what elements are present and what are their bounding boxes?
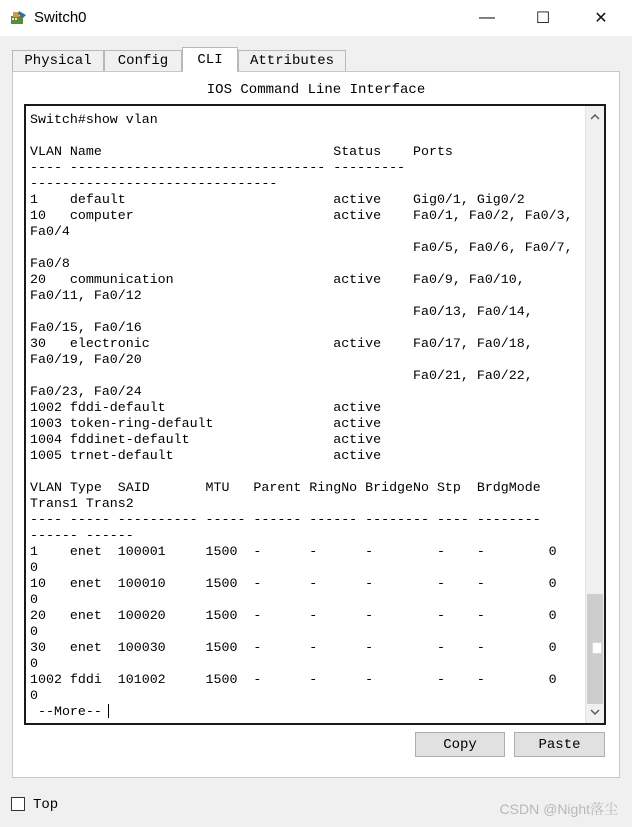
- top-checkbox[interactable]: [11, 797, 25, 811]
- cli-output-line: 0: [30, 624, 38, 639]
- cli-output-line: 1005 trnet-default active: [30, 448, 382, 463]
- cli-output-line: ---- ----- ---------- ----- ------ ------ -------- ---- --------: [30, 512, 541, 527]
- tab-physical[interactable]: Physical: [12, 50, 104, 71]
- maximize-icon: ☐: [535, 10, 551, 27]
- cli-output-line: 10 enet 100010 1500 - - - - - 0: [30, 576, 557, 591]
- cli-output-line: Fa0/5, Fa0/6, Fa0/7,: [30, 240, 573, 255]
- cli-output-line: 0: [30, 560, 38, 575]
- cli-output-line: 1 enet 100001 1500 - - - - - 0: [30, 544, 557, 559]
- cli-output-line: Fa0/13, Fa0/14,: [30, 304, 533, 319]
- cli-output-line: 20 enet 100020 1500 - - - - - 0: [30, 608, 557, 623]
- cli-output-line: ------ ------: [30, 528, 134, 543]
- scroll-down-button[interactable]: [586, 703, 604, 721]
- cli-output-line: VLAN Type SAID MTU Parent RingNo BridgeNo Stp BrdgMode: [30, 480, 541, 495]
- cli-output-line: 1002 fddi 101002 1500 - - - - - 0: [30, 672, 557, 687]
- tab-config[interactable]: Config: [104, 50, 182, 71]
- cli-output-line: VLAN Name Status Ports: [30, 144, 453, 159]
- cli-output-line: Fa0/11, Fa0/12: [30, 288, 142, 303]
- maximize-button[interactable]: [520, 0, 566, 36]
- scroll-up-button[interactable]: [586, 108, 604, 126]
- tab-cli[interactable]: CLI: [182, 47, 238, 72]
- packet-tracer-switch-icon: [10, 9, 28, 27]
- cli-output-line: 0: [30, 656, 38, 671]
- cli-output-line: 1002 fddi-default active: [30, 400, 382, 415]
- cli-output-line: Fa0/19, Fa0/20: [30, 352, 142, 367]
- copy-button[interactable]: Copy: [415, 732, 505, 757]
- minimize-icon: —: [479, 9, 495, 26]
- cli-output-line: 0: [30, 592, 38, 607]
- chevron-down-icon: [590, 706, 600, 718]
- cli-output-line: Fa0/21, Fa0/22,: [30, 368, 533, 383]
- cli-output-line: 1 default active Gig0/1, Gig0/2: [30, 192, 525, 207]
- cli-output-line: 1003 token-ring-default active: [30, 416, 382, 431]
- more-prompt[interactable]: [38, 704, 109, 720]
- top-checkbox-label: Top: [33, 797, 59, 813]
- cli-output-line: Fa0/23, Fa0/24: [30, 384, 142, 399]
- cli-output-line: 10 computer active Fa0/1, Fa0/2, Fa0/3,: [30, 208, 573, 223]
- window-title: Switch0: [34, 9, 87, 26]
- cli-output-line: Trans1 Trans2: [30, 496, 134, 511]
- cli-output-line: ---- -------------------------------- ---------: [30, 160, 406, 175]
- scroll-grip: [592, 642, 602, 654]
- cli-output-line: Fa0/8: [30, 256, 70, 271]
- cli-output-line: 30 electronic active Fa0/17, Fa0/18,: [30, 336, 533, 351]
- more-prompt-text: --More--: [38, 704, 102, 719]
- paste-button[interactable]: Paste: [514, 732, 605, 757]
- cli-output: [30, 112, 573, 704]
- cli-header: IOS Command Line Interface: [206, 82, 426, 98]
- close-button[interactable]: [578, 0, 624, 36]
- cli-output-line: 0: [30, 688, 38, 703]
- chevron-up-icon: [590, 111, 600, 123]
- close-icon: ✕: [594, 10, 608, 27]
- cli-output-line: 30 enet 100030 1500 - - - - - 0: [30, 640, 557, 655]
- cli-output-line: Switch#show vlan: [30, 112, 158, 127]
- cli-output-line: -------------------------------: [30, 176, 278, 191]
- vertical-scrollbar[interactable]: [585, 106, 604, 723]
- cli-terminal[interactable]: [24, 104, 606, 725]
- cli-output-line: Fa0/15, Fa0/16: [30, 320, 142, 335]
- text-cursor: [108, 704, 109, 718]
- minimize-button[interactable]: [464, 0, 510, 36]
- title-bar: [0, 0, 632, 36]
- cli-output-line: Fa0/4: [30, 224, 70, 239]
- tab-attributes[interactable]: Attributes: [238, 50, 346, 71]
- cli-output-line: 20 communication active Fa0/9, Fa0/10,: [30, 272, 525, 287]
- cli-output-line: 1004 fddinet-default active: [30, 432, 382, 447]
- watermark: CSDN @Night落尘: [499, 801, 618, 817]
- scroll-thumb[interactable]: [587, 594, 603, 704]
